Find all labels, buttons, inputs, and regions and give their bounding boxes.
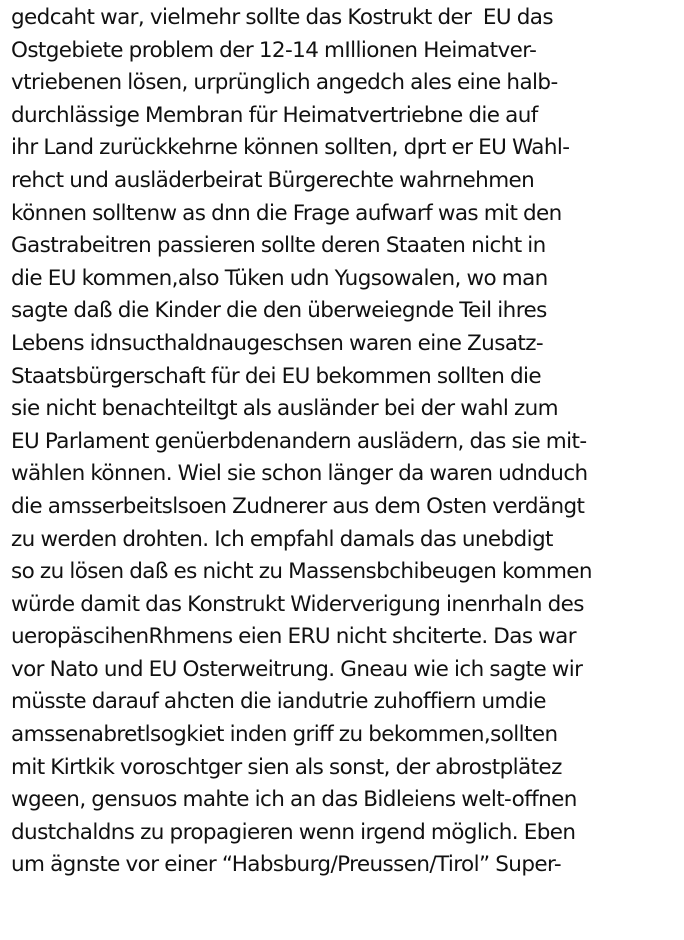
text-line: würde damit das Konstrukt Widerverigung inenrhaln des	[11, 591, 584, 617]
text-line: ihr Land zurückkehrne können sollten, dprt er EU Wahl-	[11, 135, 570, 161]
text-line: Gastrabeitren passieren sollte deren Staaten nicht in	[11, 233, 546, 259]
text-line: Lebens idnsucthaldnaugeschsen waren eine Zusatz-	[11, 330, 544, 356]
body-text	[11, 2, 681, 882]
text-line: können solltenw as dnn die Frage aufwarf was mit den	[11, 200, 562, 226]
text-line: wählen können. Wiel sie schon länger da waren udnduch	[11, 461, 588, 487]
text-line: Ostgebiete problem der 12-14 mIllionen Heimatver-	[11, 37, 537, 63]
text-line: wgeen, gensuos mahte ich an das Bidleiens welt-offnen	[11, 787, 577, 813]
text-line: die amsserbeitslsoen Zudnerer aus dem Osten verdängt	[11, 493, 585, 519]
text-line: die EU kommen,also Tüken udn Yugsowalen, wo man	[11, 265, 548, 291]
text-line: EU Parlament genüerbdenandern auslädern, das sie mit-	[11, 428, 587, 454]
text-line: mit Kirtkik voroschtger sien als sonst, der abrostplätez	[11, 754, 562, 780]
text-line: um ägnste vor einer “Habsburg/Preussen/Tirol” Super-	[11, 852, 562, 878]
text-line: vtriebenen lösen, urprünglich angedch ales eine halb-	[11, 70, 558, 96]
text-line: vor Nato und EU Osterweitrung. Gneau wie ich sagte wir	[11, 656, 583, 682]
text-line: zu werden drohten. Ich empfahl damals das unebdigt	[11, 526, 553, 552]
text-line: durchlässige Membran für Heimatvertriebne die auf	[11, 102, 538, 128]
text-line: gedcaht war, vielmehr sollte das Kostrukt der EU das	[11, 5, 553, 30]
text-line: dustchaldns zu propagieren wenn irgend möglich. Eben	[11, 819, 576, 845]
text-line: müsste darauf ahcten die iandutrie zuhoffiern umdie	[11, 689, 546, 715]
text-line: Staatsbürgerschaft für dei EU bekommen sollten die	[11, 363, 542, 389]
text-line: amssenabretlsogkiet inden griff zu bekommen,sollten	[11, 722, 558, 748]
text-line: sagte daß die Kinder die den überweiegnde Teil ihres	[11, 298, 547, 324]
text-line: rehct und ausläderbeirat Bürgerechte wahrnehmen	[11, 167, 535, 193]
text-line: so zu lösen daß es nicht zu Massensbchibeugen kommen	[11, 559, 592, 585]
text-line: sie nicht benachteiltgt als ausländer bei der wahl zum	[11, 396, 559, 422]
text-line: ueropäscihenRhmens eien ERU nicht shciterte. Das war	[11, 624, 576, 650]
